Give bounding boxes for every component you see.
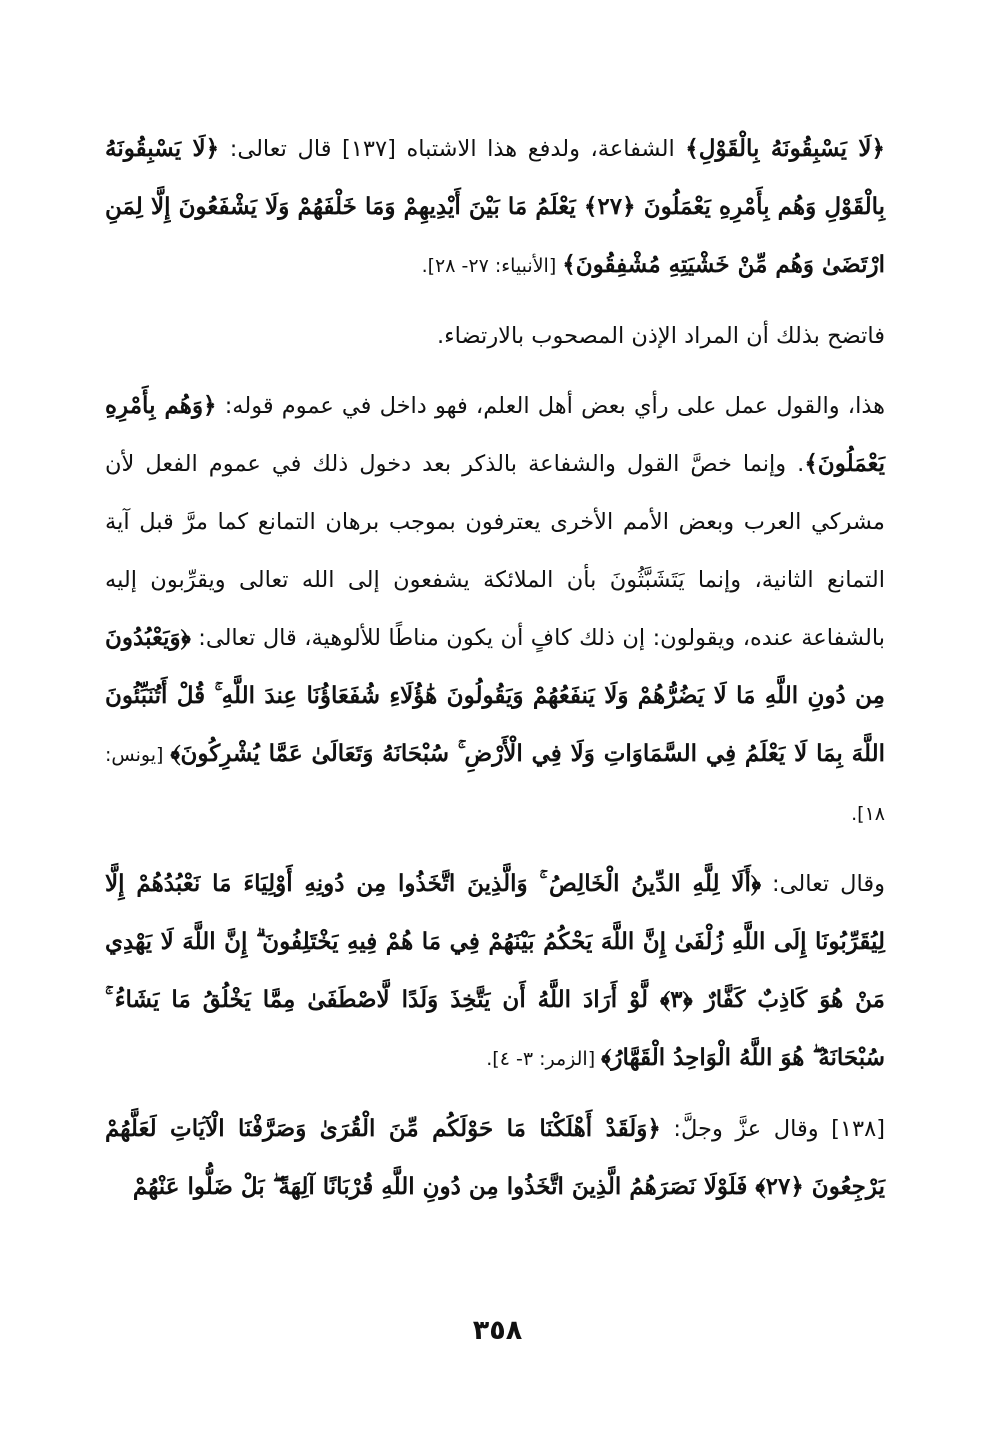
- verse-reference: [الأنبياء: ٢٧- ٢٨].: [421, 255, 563, 277]
- body-text: [١٣٨] وقال عزَّ وجلَّ:: [660, 1116, 885, 1142]
- page-number: ٣٥٨: [472, 1315, 523, 1346]
- body-text: . وإنما خصَّ القول والشفاعة بالذكر بعد دخول ذلك في عموم الفعل لأن مشركي العرب وبعض الأمم الأخرى يعترفون بموجب برهان التمانع كما مرَّ قبل آية التمانع الثانية، وإنما يَتَشَبَّثُونَ بأن الملائكة يشفعون إلى الله تعالى ويقرِّبون إليه بالشفاعة عنده، ويقولون: إن ذلك كافٍ أن يكون مناطًا للألوهية، قال تعالى:: [105, 451, 885, 651]
- quran-verse: ﴿وَهُم بِأَمْرِهِ يَعْمَلُونَ﴾: [105, 392, 885, 477]
- body-text: وقال تعالى:: [761, 871, 886, 897]
- paragraph-5: [105, 1100, 885, 1216]
- quran-verse: ﴿لَا يَسْبِقُونَهُ بِالْقَوْلِ وَهُم بِأَمْرِهِ يَعْمَلُونَ ﴿٢٧﴾ يَعْلَمُ مَا بَيْنَ أَيْدِيهِمْ وَمَا خَلْفَهُمْ وَلَا يَشْفَعُونَ إِلَّا لِمَنِ ارْتَضَىٰ وَهُم مِّنْ خَشْيَتِهِ مُشْفِقُونَ﴾: [105, 135, 885, 278]
- paragraph-1: [105, 120, 885, 295]
- body-text: فاتضح بذلك أن المراد الإذن المصحوب بالارتضاء.: [436, 323, 885, 349]
- paragraph-4: [105, 855, 885, 1088]
- body-text: الشفاعة، ولدفع هذا الاشتباه [١٣٧] قال تعالى:: [219, 136, 686, 162]
- verse-reference: [يونس: ١٨].: [105, 744, 885, 825]
- paragraph-2: [105, 307, 885, 365]
- quran-verse: ﴿أَلَا لِلَّهِ الدِّينُ الْخَالِصُ ۚ وَالَّذِينَ اتَّخَذُوا مِن دُونِهِ أَوْلِيَاءَ مَا نَعْبُدُهُمْ إِلَّا لِيُقَرِّبُونَا إِلَى اللَّهِ زُلْفَىٰ إِنَّ اللَّهَ يَحْكُمُ بَيْنَهُمْ فِي مَا هُمْ فِيهِ يَخْتَلِفُونَ ۗ إِنَّ اللَّهَ لَا يَهْدِي مَنْ هُوَ كَاذِبٌ كَفَّارٌ ﴿٣﴾ لَّوْ أَرَادَ اللَّهُ أَن يَتَّخِذَ وَلَدًا لَّاصْطَفَىٰ مِمَّا يَخْلُقُ مَا يَشَاءُ ۚ سُبْحَانَهُ ۖ هُوَ اللَّهُ الْوَاحِدُ الْقَهَّارُ﴾: [105, 870, 886, 1071]
- body-text: هذا، والقول عمل على رأي بعض أهل العلم، فهو داخل في عموم قوله:: [216, 393, 885, 419]
- paragraph-3: [105, 377, 885, 843]
- quran-verse: ﴿وَيَعْبُدُونَ مِن دُونِ اللَّهِ مَا لَا يَضُرُّهُمْ وَلَا يَنفَعُهُمْ وَيَقُولُونَ هَٰؤُلَاءِ شُفَعَاؤُنَا عِندَ اللَّهِ ۚ قُلْ أَتُنَبِّئُونَ اللَّهَ بِمَا لَا يَعْلَمُ فِي السَّمَاوَاتِ وَلَا فِي الْأَرْضِ ۚ سُبْحَانَهُ وَتَعَالَىٰ عَمَّا يُشْرِكُونَ﴾: [105, 624, 886, 767]
- quran-verse: ﴿لَا يَسْبِقُونَهُ بِالْقَوْلِ﴾: [685, 135, 885, 162]
- page-body: [105, 120, 885, 1228]
- verse-reference: [الزمر: ٣- ٤].: [486, 1048, 602, 1070]
- quran-verse: ﴿وَلَقَدْ أَهْلَكْنَا مَا حَوْلَكُم مِّنَ الْقُرَىٰ وَصَرَّفْنَا الْآيَاتِ لَعَلَّهُمْ يَرْجِعُونَ ﴿٢٧﴾ فَلَوْلَا نَصَرَهُمُ الَّذِينَ اتَّخَذُوا مِن دُونِ اللَّهِ قُرْبَانًا آلِهَةً ۖ بَلْ ضَلُّوا عَنْهُمْ: [105, 1115, 885, 1200]
